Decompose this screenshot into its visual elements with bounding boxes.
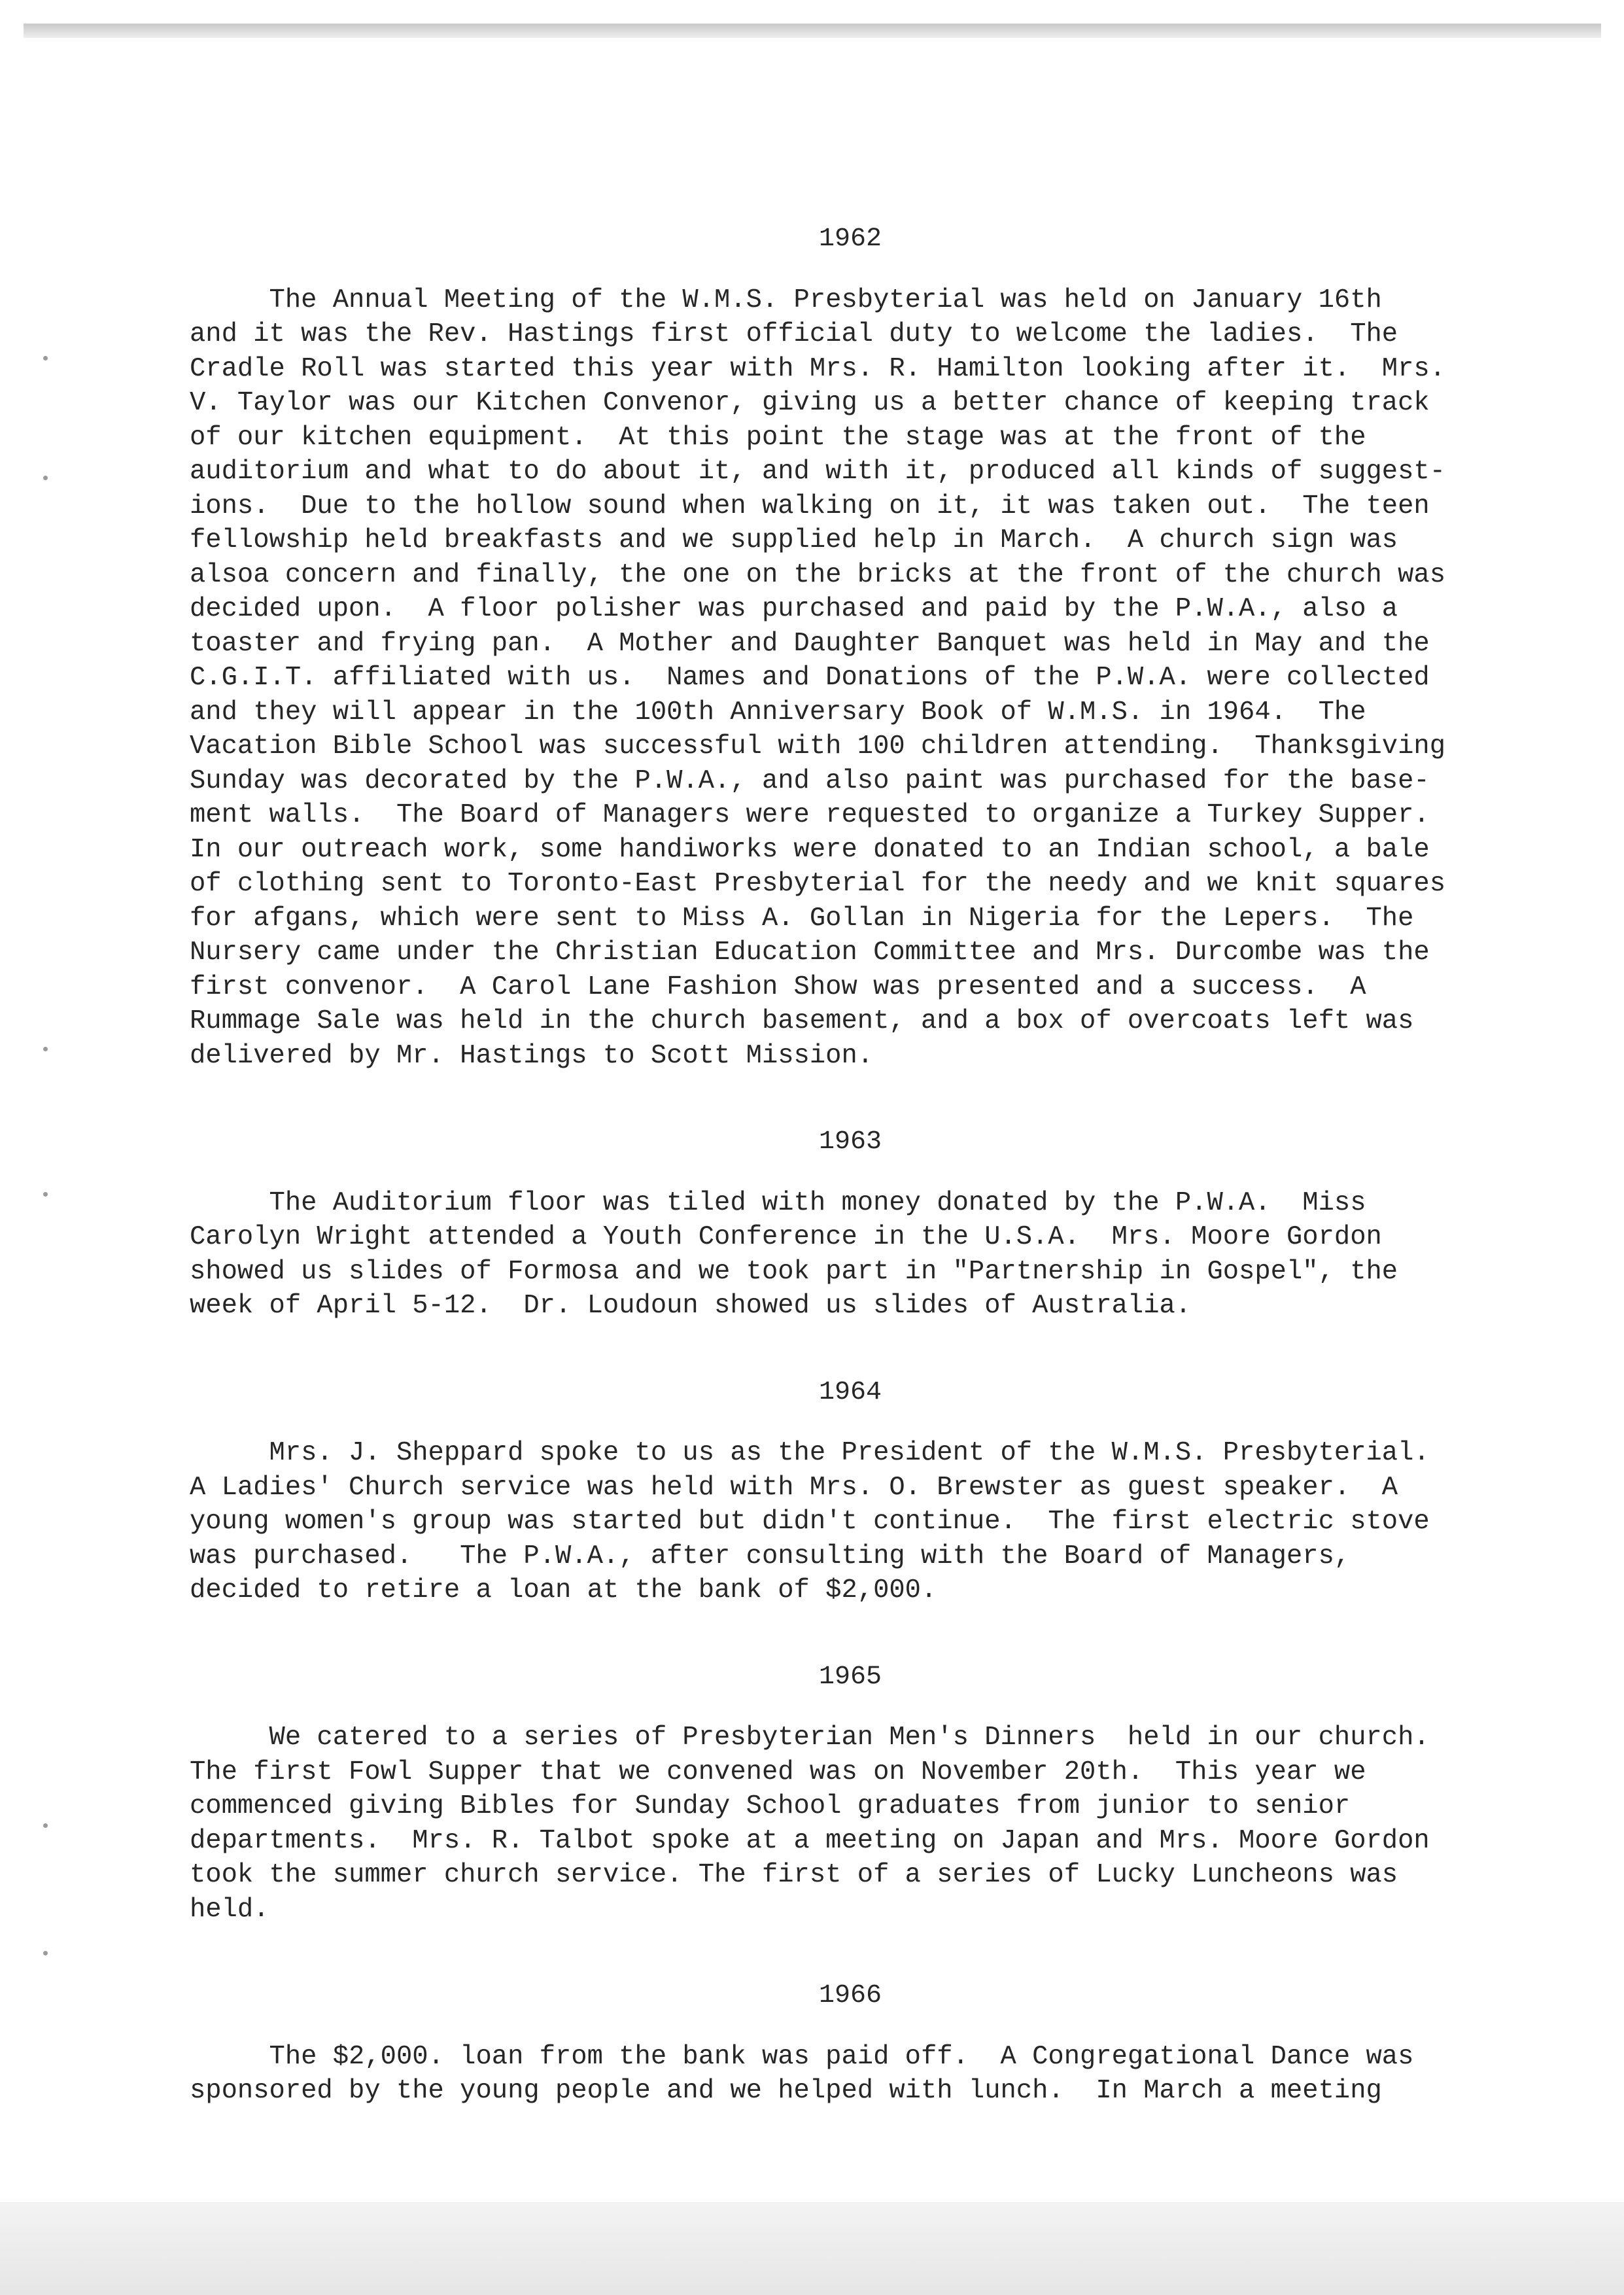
text-line: Rummage Sale was held in the church basement, and a box of overcoats left was (190, 1006, 1414, 1036)
text-line: for afgans, which were sent to Miss A. Gollan in Nigeria for the Lepers. The (190, 903, 1414, 934)
text-line: ment walls. The Board of Managers were requested to organize a Turkey Supper. (190, 800, 1430, 830)
text-line: delivered by Mr. Hastings to Scott Mission. (190, 1040, 874, 1071)
paragraph (190, 1436, 1491, 1608)
text-line: Mrs. J. Sheppard spoke to us as the President of the W.M.S. Presbyterial. (190, 1438, 1430, 1468)
paragraph (190, 2040, 1491, 2109)
text-line: Sunday was decorated by the P.W.A., and also paint was purchased for the base- (190, 765, 1430, 796)
text-line: departments. Mrs. R. Talbot spoke at a meeting on Japan and Mrs. Moore Gordon (190, 1825, 1430, 1856)
text-line: Vacation Bible School was successful with 100 children attending. Thanksgiving (190, 731, 1446, 762)
text-line: ions. Due to the hollow sound when walking on it, it was taken out. The teen (190, 491, 1430, 521)
text-line: The Annual Meeting of the W.M.S. Presbyterial was held on January 16th (190, 285, 1382, 315)
text-line: commenced giving Bibles for Sunday School graduates from junior to senior (190, 1791, 1351, 1821)
text-line: and it was the Rev. Hastings first official duty to welcome the ladies. The (190, 319, 1398, 349)
margin-mark (43, 1951, 48, 1955)
text-line: auditorium and what to do about it, and with it, produced all kinds of suggest- (190, 457, 1446, 487)
section-1962 (190, 222, 1491, 1073)
year-heading: 1964 (818, 1377, 882, 1407)
year-heading: 1966 (818, 1981, 882, 2010)
scan-edge-top (24, 24, 1601, 38)
text-line: Nursery came under the Christian Education Committee and Mrs. Durcombe was the (190, 937, 1430, 968)
text-line: Carolyn Wright attended a Youth Conference in the U.S.A. Mrs. Moore Gordon (190, 1222, 1382, 1252)
text-line: We catered to a series of Presbyterian Men's Dinners held in our church. (190, 1723, 1430, 1753)
section-1965 (190, 1660, 1491, 1927)
text-line: held. (190, 1894, 269, 1925)
section-1963 (190, 1125, 1491, 1323)
margin-mark (43, 1823, 48, 1828)
text-line: V. Taylor was our Kitchen Convenor, giving us a better chance of keeping track (190, 388, 1430, 418)
document-page (190, 222, 1491, 2161)
margin-mark (43, 356, 48, 360)
year-heading: 1962 (818, 224, 882, 254)
text-line: decided to retire a loan at the bank of $2,000. (190, 1575, 937, 1605)
text-line: alsoa concern and finally, the one on the bricks at the front of the church was (190, 559, 1446, 590)
year-heading: 1965 (818, 1662, 882, 1692)
text-line: showed us slides of Formosa and we took part in "Partnership in Gospel", the (190, 1256, 1398, 1287)
text-line: sponsored by the young people and we helped with lunch. In March a meeting (190, 2076, 1382, 2106)
text-line: young women's group was started but didn't continue. The first electric stove (190, 1507, 1430, 1537)
text-line: first convenor. A Carol Lane Fashion Show was presented and a success. A (190, 972, 1366, 1002)
text-line: of our kitchen equipment. At this point the stage was at the front of the (190, 422, 1366, 453)
text-line: Cradle Roll was started this year with Mrs. R. Hamilton looking after it. Mrs. (190, 353, 1446, 384)
text-line: took the summer church service. The first of a series of Lucky Luncheons was (190, 1860, 1398, 1890)
year-heading: 1963 (818, 1127, 882, 1157)
text-line: C.G.I.T. affiliated with us. Names and Donations of the P.W.A. were collected (190, 663, 1430, 693)
text-line: decided upon. A floor polisher was purchased and paid by the P.W.A., also a (190, 594, 1398, 624)
text-line: week of April 5-12. Dr. Loudoun showed us slides of Australia. (190, 1291, 1192, 1321)
section-1964 (190, 1376, 1491, 1608)
text-line: The Auditorium floor was tiled with money donated by the P.W.A. Miss (190, 1187, 1366, 1218)
text-line: The first Fowl Supper that we convened was on November 20th. This year we (190, 1757, 1366, 1787)
margin-mark (43, 1047, 48, 1051)
paragraph (190, 1721, 1491, 1927)
section-1966 (190, 1979, 1491, 2109)
scan-edge-bottom (0, 2202, 1624, 2295)
text-line: The $2,000. loan from the bank was paid off. A Congregational Dance was (190, 2041, 1414, 2072)
margin-mark (43, 1192, 48, 1197)
text-line: In our outreach work, some handiworks were donated to an Indian school, a bale (190, 834, 1430, 865)
paragraph (190, 283, 1491, 1074)
text-line: was purchased. The P.W.A., after consulting with the Board of Managers, (190, 1541, 1351, 1571)
text-line: A Ladies' Church service was held with Mrs. O. Brewster as guest speaker. A (190, 1472, 1398, 1503)
paragraph (190, 1186, 1491, 1323)
text-line: of clothing sent to Toronto-East Presbyterial for the needy and we knit squares (190, 869, 1446, 899)
text-line: fellowship held breakfasts and we supplied help in March. A church sign was (190, 525, 1398, 555)
margin-mark (43, 476, 48, 480)
text-line: toaster and frying pan. A Mother and Daughter Banquet was held in May and the (190, 628, 1430, 659)
text-line: and they will appear in the 100th Anniversary Book of W.M.S. in 1964. The (190, 697, 1366, 727)
